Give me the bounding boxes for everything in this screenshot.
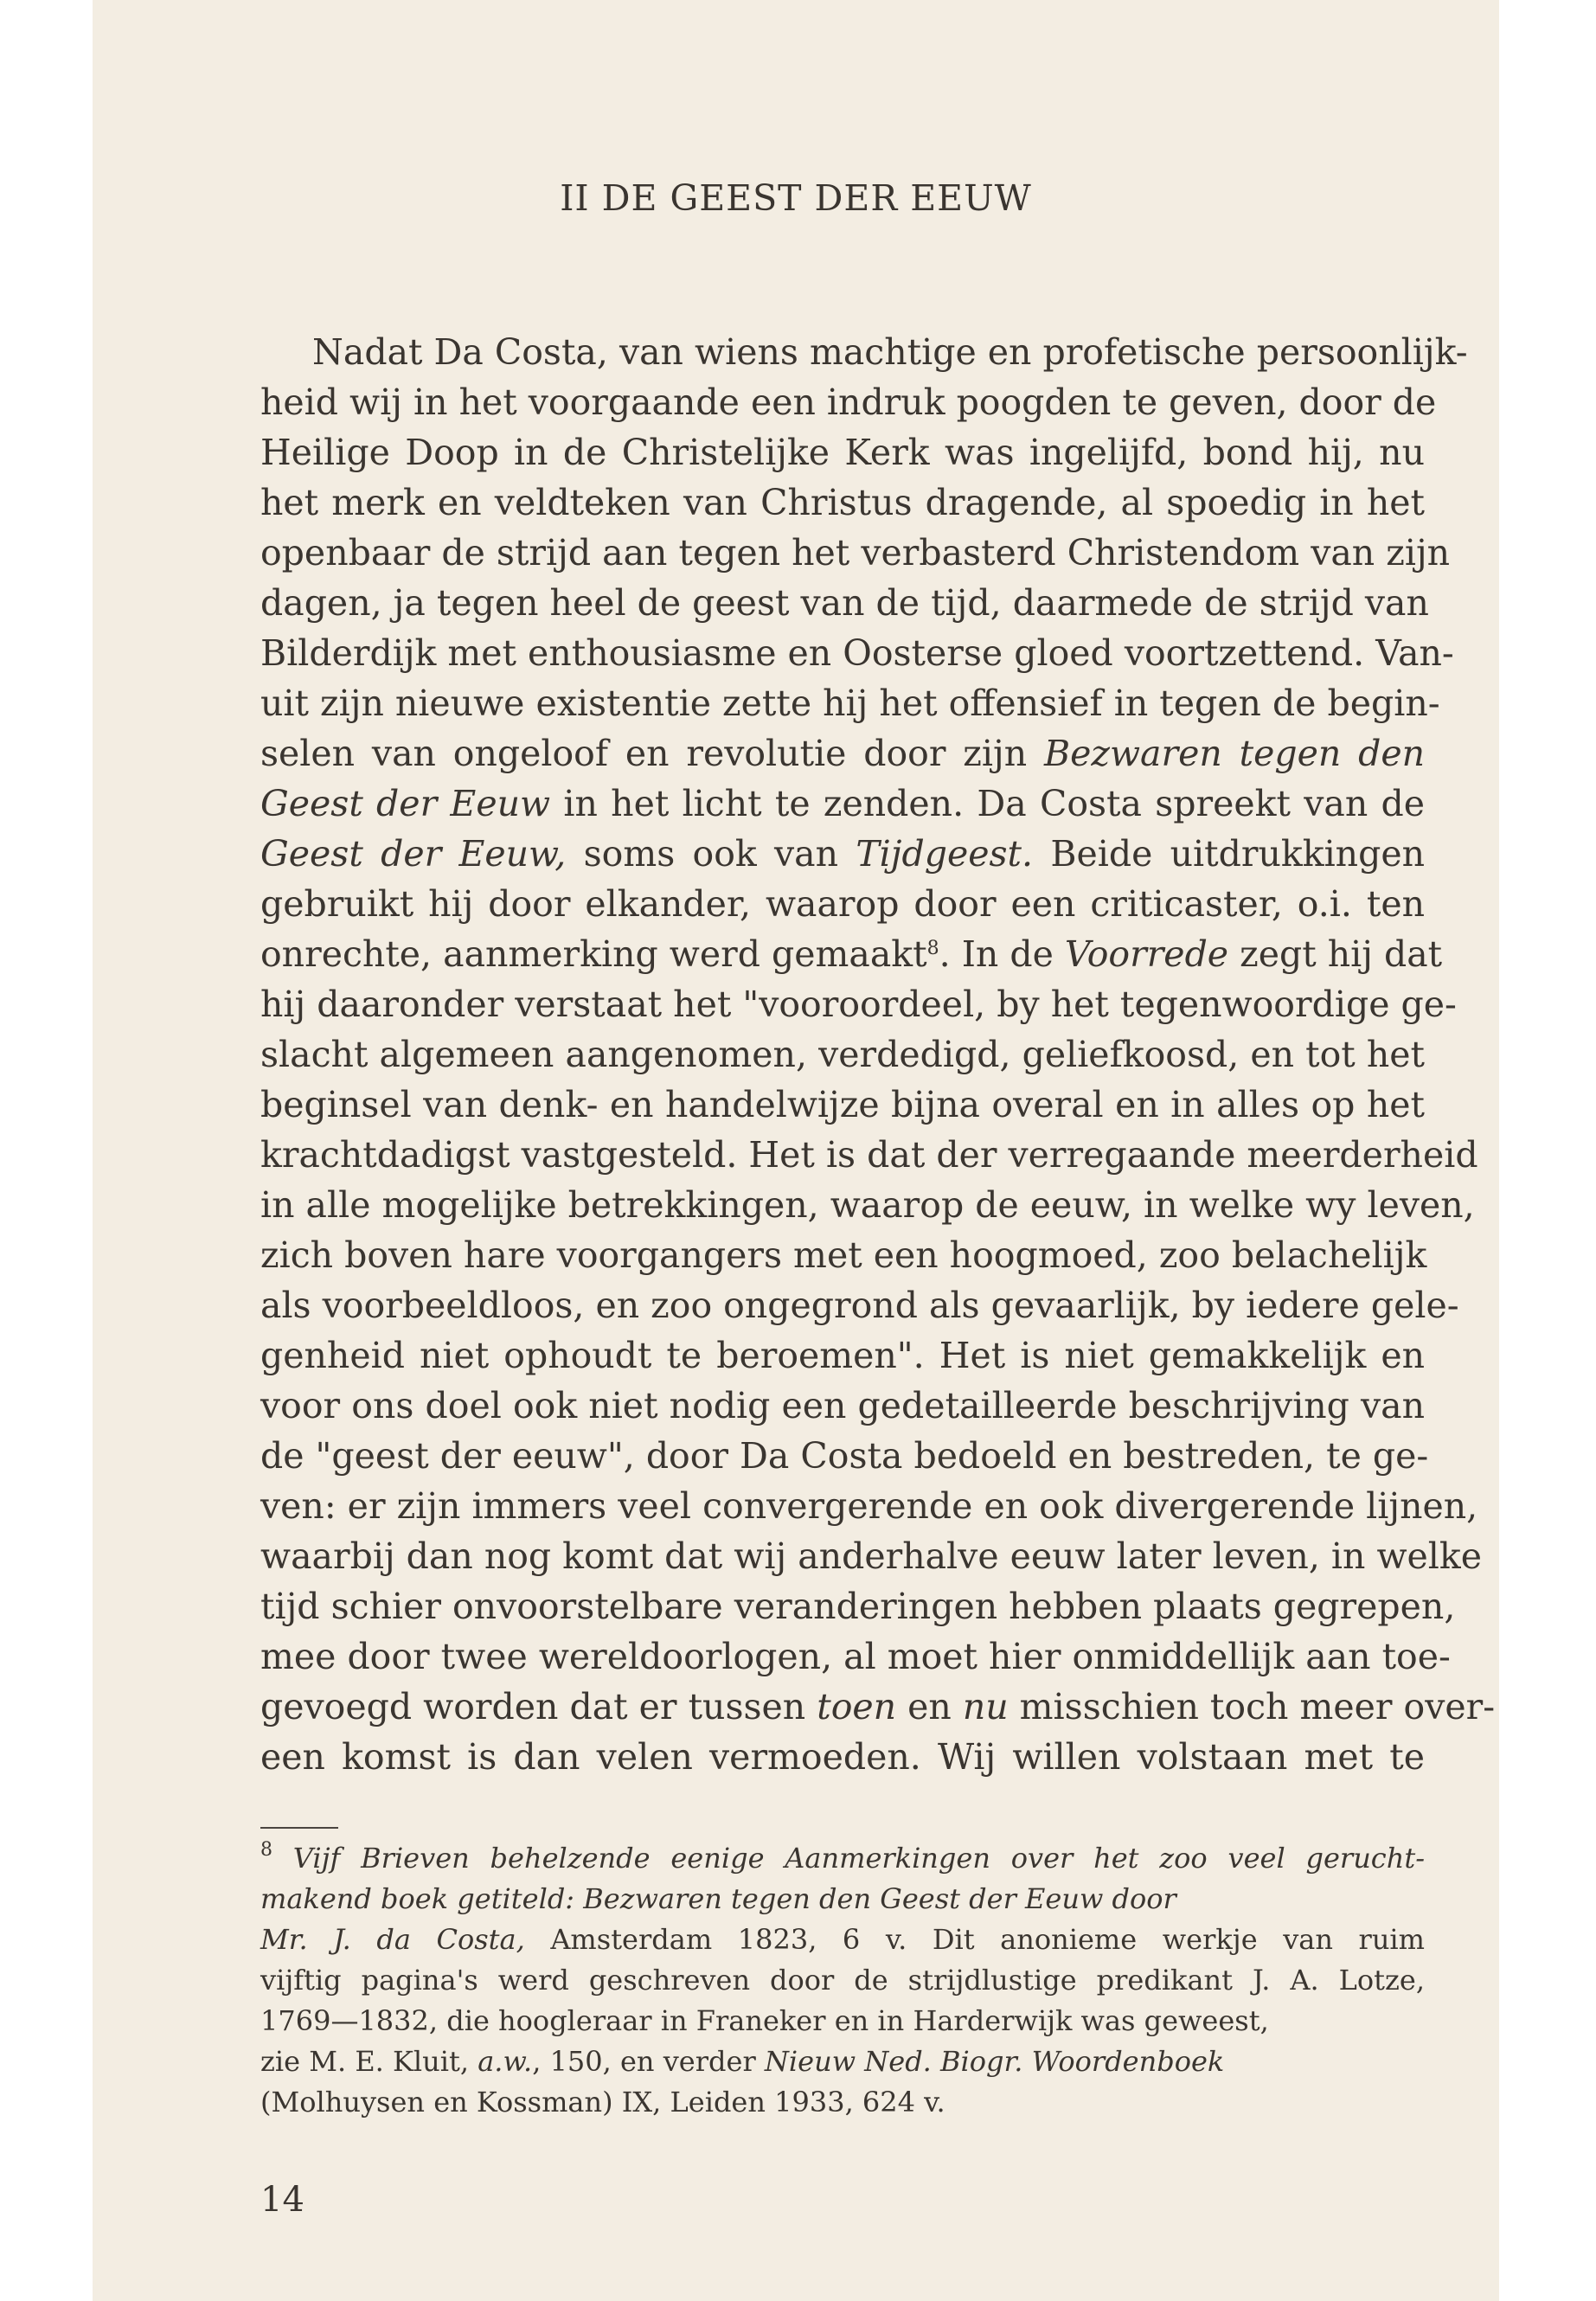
text-line: zich boven hare voorgangers met een hoogmoed, zoo belachelijk: [260, 1234, 1427, 1276]
text-line: een komst is dan velen vermoeden. Wij willen volstaan met te: [260, 1736, 1425, 1778]
text-line: ven: er zijn immers veel convergerende en ook divergerende lijnen,: [260, 1485, 1478, 1527]
footnote-marker: 8: [260, 1839, 272, 1861]
footnote-divider: [260, 1827, 338, 1829]
text-line: selen van ongeloof en revolutie door zijn Bezwaren tegen den: [260, 733, 1425, 774]
italic-term: Tijdgeest.: [856, 833, 1034, 875]
italic-title: Geest der Eeuw,: [260, 833, 567, 875]
footnote-line: zie M. E. Kluit, a.w., 150, en verder Nieuw Ned. Biogr. Woordenboek: [260, 2045, 1225, 2078]
text-line: heid wij in het voorgaande een indruk poogden te geven, door de: [260, 381, 1437, 423]
italic-title: Bezwaren tegen den: [1043, 733, 1425, 774]
text-line: beginsel van denk- en handelwijze bijna overal en in alles op het: [260, 1084, 1425, 1125]
footnote-line: Mr. J. da Costa, Amsterdam 1823, 6 v. Dit anonieme werkje van ruim: [260, 1923, 1426, 1956]
text-line: openbaar de strijd aan tegen het verbasterd Christendom van zijn: [260, 532, 1451, 574]
chapter-title: II DE GEEST DER EEUW: [560, 177, 1032, 219]
text-line: als voorbeeldloos, en zoo ongegrond als gevaarlijk, by iedere gele-: [260, 1285, 1459, 1326]
text-line: hij daaronder verstaat het "vooroordeel, by het tegenwoordige ge-: [260, 984, 1457, 1025]
text-line: krachtdadigst vastgesteld. Het is dat der verregaande meerderheid: [260, 1134, 1478, 1176]
text-line: genheid niet ophoudt te beroemen". Het is niet gemakkelijk en: [260, 1335, 1425, 1376]
text-line: waarbij dan nog komt dat wij anderhalve eeuw later leven, in welke: [260, 1535, 1483, 1577]
text-line: Geest der Eeuw in het licht te zenden. Da Costa spreekt van de: [260, 783, 1425, 824]
footnote-line: vijftig pagina's werd geschreven door de strijdlustige predikant J. A. Lotze,: [260, 1964, 1425, 1997]
text-line: gebruikt hij door elkander, waarop door een criticaster, o.i. ten: [260, 883, 1425, 925]
text-line: gevoegd worden dat er tussen toen en nu misschien toch meer over-: [260, 1686, 1496, 1727]
text-line: onrechte, aanmerking werd gemaakt$^8$. In de Voorrede zegt hij dat: [260, 933, 1443, 975]
text-line: Geest der Eeuw, soms ook van Tijdgeest. Beide uitdrukkingen: [260, 833, 1425, 875]
text-line: Nadat Da Costa, van wiens machtige en profetische persoonlijk-: [312, 331, 1468, 373]
text-line: slacht algemeen aangenomen, verdedigd, geliefkoosd, en tot het: [260, 1034, 1425, 1075]
text-line: Bilderdijk met enthousiasme en Oosterse gloed voortzettend. Van-: [260, 632, 1454, 674]
footnote: [260, 1838, 1425, 2123]
text-line: tijd schier onvoorstelbare veranderingen hebben plaats gegrepen,: [260, 1586, 1456, 1627]
text-line: in alle mogelijke betrekkingen, waarop de eeuw, in welke wy leven,: [260, 1184, 1475, 1226]
text-line: de "geest der eeuw", door Da Costa bedoeld en bestreden, te ge-: [260, 1435, 1429, 1477]
text-line: dagen, ja tegen heel de geest van de tijd, daarmede de strijd van: [260, 582, 1429, 624]
text-line: Heilige Doop in de Christelijke Kerk was ingelijfd, bond hij, nu: [260, 432, 1425, 473]
italic-term: toen: [817, 1686, 897, 1727]
footnote-line: $^8$ Vijf Brieven behelzende eenige Aanmerkingen over het zoo veel gerucht-: [260, 1839, 1426, 1875]
book-page: [93, 0, 1499, 2301]
page-number: 14: [260, 2180, 304, 2220]
body-text: [260, 327, 1496, 1782]
footnote-reference[interactable]: 8: [926, 938, 939, 959]
italic-title: Voorrede: [1064, 933, 1229, 975]
text-line: het merk en veldteken van Christus dragende, al spoedig in het: [260, 482, 1425, 523]
footnote-line: 1769—1832, die hoogleraar in Franeker en in Harderwijk was geweest,: [260, 2004, 1269, 2037]
text-line: mee door twee wereldoorlogen, al moet hier onmiddellijk aan toe-: [260, 1636, 1451, 1677]
footnote-line: makend boek getiteld: Bezwaren tegen den Geest der Eeuw door: [260, 1882, 1176, 1915]
text-line: uit zijn nieuwe existentie zette hij het offensief in tegen de begin-: [260, 683, 1440, 724]
italic-term: nu: [962, 1686, 1009, 1727]
footnote-line: (Molhuysen en Kossman) IX, Leiden 1933, 624 v.: [260, 2086, 945, 2118]
text-line: voor ons doel ook niet nodig een gedetailleerde beschrijving van: [260, 1385, 1425, 1426]
italic-title: Geest der Eeuw: [260, 783, 551, 824]
